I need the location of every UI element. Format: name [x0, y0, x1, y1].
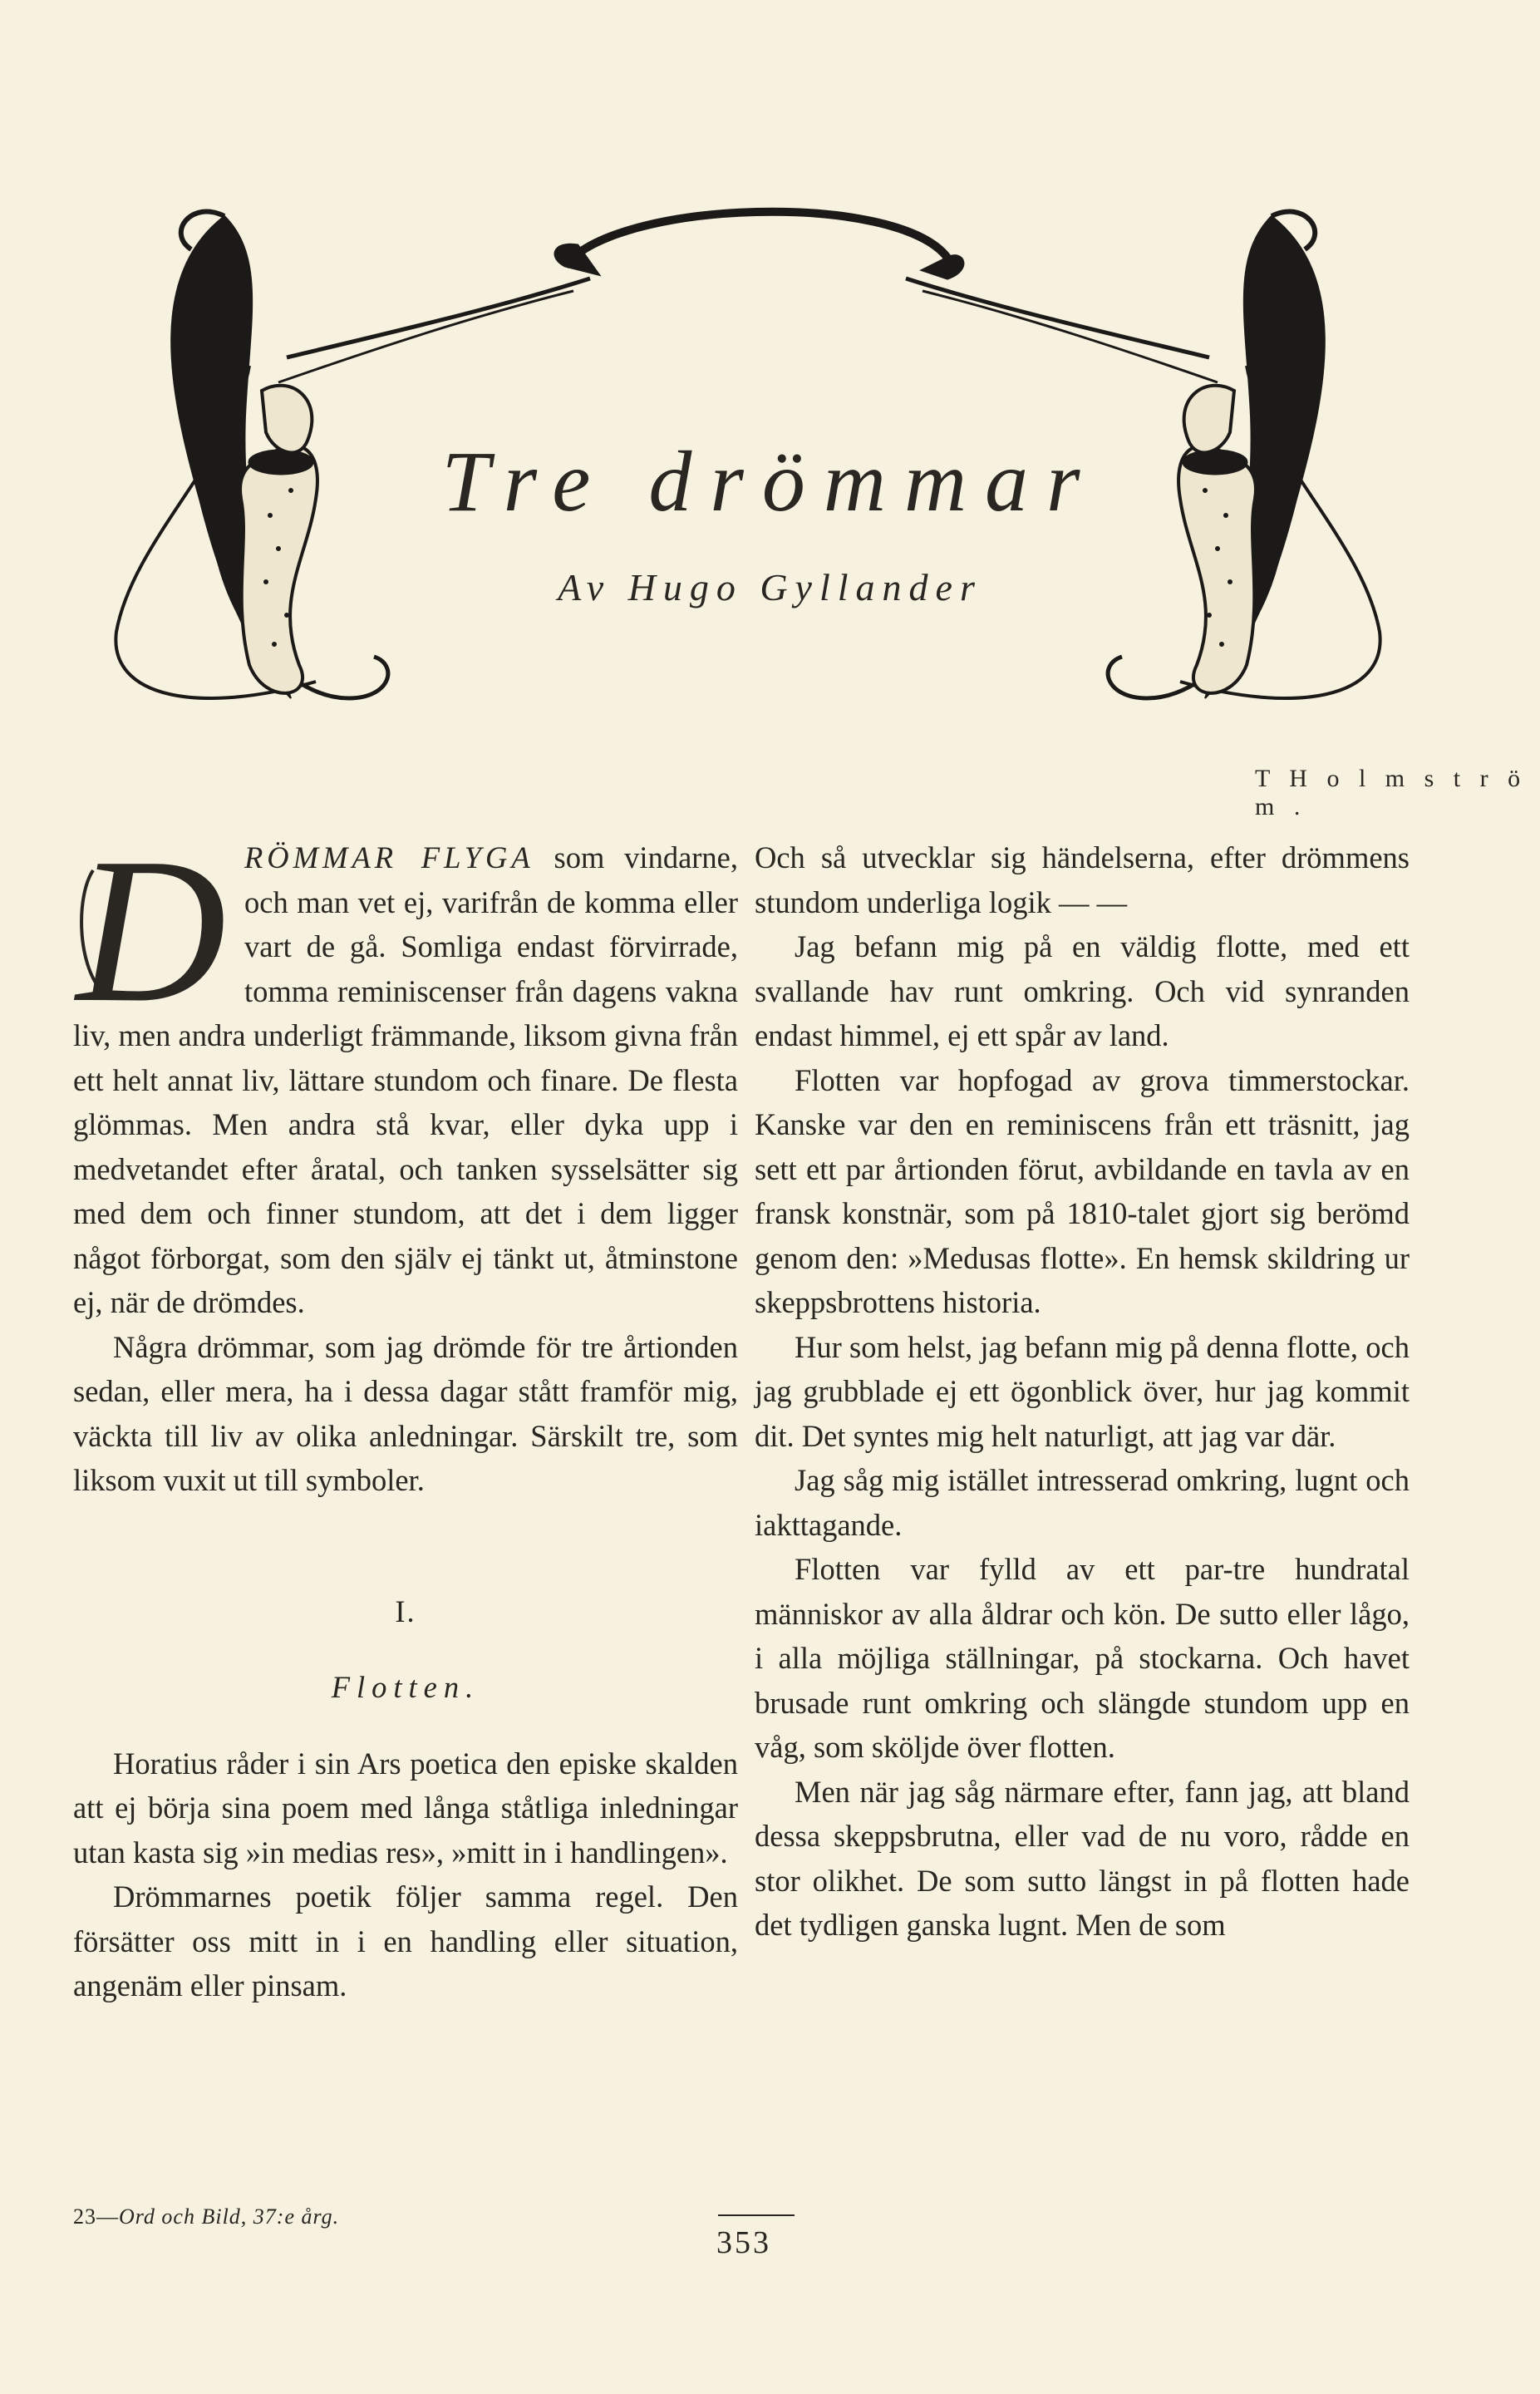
right-column [755, 835, 1410, 1948]
arch-stem [565, 212, 947, 266]
paragraph: Jag såg mig istället intresserad omkring, lugnt och iakttagande. [755, 1463, 1410, 1542]
intro-paragraph [73, 835, 738, 1325]
section-number: I. [395, 1594, 416, 1628]
page-number: 353 [716, 2225, 771, 2260]
paragraph: Hur som helst, jag befann mig på denna flotte, och jag grubblade ej ett ögonblick över, hur jag kommit dit. Det syntes mig helt naturligt, att jag var där. [755, 1329, 1410, 1453]
left-column [73, 835, 738, 2008]
intro-smallcaps: RÖMMAR FLYGA [244, 840, 534, 874]
dropcap-letter [68, 837, 234, 1015]
paragraph: Flotten var hopfogad av grova timmerstockar. Kanske var den en reminiscens från ett träsnitt, jag sett ett par årtionden förut, avbildande en tavla av en fransk konstnär, som på 1810-talet gjort sig berömd genom den: »Medusas flotte». En hemsk skildring ur skeppsbrottens historia. [755, 1062, 1410, 1319]
page-number-rule [718, 2214, 795, 2216]
paragraph: Några drömmar, som jag drömde för tre årtionden sedan, eller mera, ha i dessa dagar stått framför mig, väckta till liv av olika anledningar. Särskilt tre, som liksom vuxit ut till symboler. [73, 1329, 738, 1497]
paragraph: Jag befann mig på en väldig flotte, med ett svallande hav runt omkring. Och vid synranden endast himmel, ej ett spår av land. [755, 929, 1410, 1052]
intro-rest: som vindarne, och man vet ej, varifrån de komma eller vart de gå. Somliga endast förvirrade, tomma reminiscenser från dagens vakna liv, men andra underligt främmande, liksom givna från ett helt annat liv, lättare stundom och finare. De flesta glömmas. Men andra stå kvar, eller dyka upp i medvetandet efter åratal, och tanken sysselsätter sig med dem och finner stundom, att det i dem ligger något förborgat, som den själv ej tänkt ut, åtminstone ej, när de drömdes. [73, 840, 739, 1319]
paragraph: Drömmarnes poetik följer samma regel. Den försätter oss mitt in i en handling eller situation, angenäm eller pinsam. [73, 1879, 738, 2002]
paragraph: Horatius råder i sin Ars poetica den episke skalden att ej börja sina poem med långa ståtliga inledningar utan kasta sig »in medias res», »mitt in i handlingen». [73, 1746, 738, 1869]
paragraph: Men när jag såg närmare efter, fann jag, att bland dessa skeppsbrutna, eller vad de nu voro, rådde en stor olikhet. De som sutto längst in på flotten hade det tydligen ganska lugnt. Men de som [755, 1774, 1410, 1942]
article-byline: Av Hugo Gyllander [558, 566, 982, 608]
illustrator-signature: T H o l m s t r ö m . [1255, 765, 1528, 820]
footer-imprint [73, 2204, 339, 2229]
article-title: Tre drömmar [441, 434, 1099, 530]
section-title: Flotten. [331, 1670, 480, 1704]
svg-text:D: D [76, 837, 227, 1015]
paragraph: Flotten var fylld av ett par-tre hundratal människor av alla åldrar och kön. De sutto eller lågo, i alla möjliga ställningar, på stockarna. Och havet brusade runt omkring och slängde stundom upp en våg, som sköljde över flotten. [755, 1552, 1410, 1764]
paragraph: Och så utvecklar sig händelserna, efter drömmens stundom underliga logik — — [755, 840, 1410, 919]
arch-right-knob [923, 256, 963, 278]
publication-name: Ord och Bild, 37:e årg. [119, 2204, 340, 2229]
sheet-number: 23— [73, 2204, 119, 2229]
